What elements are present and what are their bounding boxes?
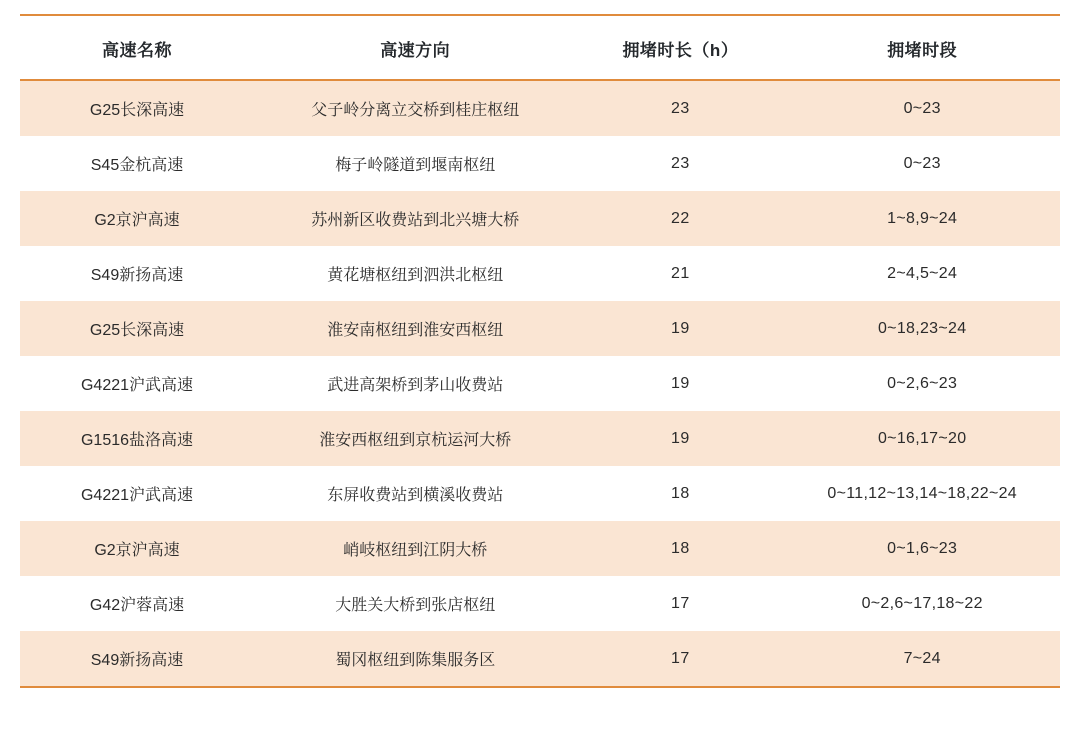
cell-highway-name: S45金杭高速 <box>20 136 254 191</box>
table-row <box>20 356 1060 411</box>
cell-congestion-duration: 18 <box>576 521 784 576</box>
cell-highway-name: G4221沪武高速 <box>20 466 254 521</box>
cell-highway-direction: 梅子岭隧道到堰南枢纽 <box>254 136 576 191</box>
cell-highway-direction: 淮安西枢纽到京杭运河大桥 <box>254 411 576 466</box>
cell-congestion-duration: 21 <box>576 246 784 301</box>
cell-highway-name: S49新扬高速 <box>20 246 254 301</box>
cell-highway-name: G2京沪高速 <box>20 191 254 246</box>
cell-highway-name: G25长深高速 <box>20 80 254 136</box>
cell-highway-name: G42沪蓉高速 <box>20 576 254 631</box>
cell-congestion-period: 1~8,9~24 <box>784 191 1060 246</box>
cell-highway-direction: 淮安南枢纽到淮安西枢纽 <box>254 301 576 356</box>
cell-congestion-period: 0~18,23~24 <box>784 301 1060 356</box>
cell-highway-name: G2京沪高速 <box>20 521 254 576</box>
table-body <box>20 80 1060 687</box>
congestion-table-container <box>20 0 1060 688</box>
cell-congestion-period: 0~2,6~17,18~22 <box>784 576 1060 631</box>
cell-congestion-period: 0~23 <box>784 80 1060 136</box>
table-row <box>20 301 1060 356</box>
cell-congestion-duration: 19 <box>576 411 784 466</box>
cell-highway-name: G4221沪武高速 <box>20 356 254 411</box>
table-row <box>20 576 1060 631</box>
column-header-congestion-duration: 拥堵时长（h） <box>576 15 784 80</box>
cell-congestion-duration: 22 <box>576 191 784 246</box>
cell-highway-direction: 父子岭分离立交桥到桂庄枢纽 <box>254 80 576 136</box>
cell-congestion-duration: 19 <box>576 301 784 356</box>
congestion-table <box>20 14 1060 688</box>
cell-highway-name: S49新扬高速 <box>20 631 254 687</box>
cell-congestion-duration: 17 <box>576 576 784 631</box>
cell-highway-direction: 苏州新区收费站到北兴塘大桥 <box>254 191 576 246</box>
table-row <box>20 466 1060 521</box>
cell-congestion-period: 2~4,5~24 <box>784 246 1060 301</box>
cell-highway-direction: 武进高架桥到茅山收费站 <box>254 356 576 411</box>
table-row <box>20 191 1060 246</box>
cell-congestion-period: 0~23 <box>784 136 1060 191</box>
cell-congestion-period: 0~2,6~23 <box>784 356 1060 411</box>
cell-congestion-duration: 23 <box>576 80 784 136</box>
column-header-highway-direction: 高速方向 <box>254 15 576 80</box>
cell-highway-name: G1516盐洛高速 <box>20 411 254 466</box>
cell-congestion-period: 7~24 <box>784 631 1060 687</box>
cell-congestion-period: 0~1,6~23 <box>784 521 1060 576</box>
table-row <box>20 136 1060 191</box>
cell-highway-direction: 大胜关大桥到张店枢纽 <box>254 576 576 631</box>
table-row <box>20 411 1060 466</box>
table-header <box>20 15 1060 80</box>
column-header-highway-name: 高速名称 <box>20 15 254 80</box>
cell-congestion-duration: 17 <box>576 631 784 687</box>
cell-highway-name: G25长深高速 <box>20 301 254 356</box>
cell-highway-direction: 东屏收费站到横溪收费站 <box>254 466 576 521</box>
cell-highway-direction: 黄花塘枢纽到泗洪北枢纽 <box>254 246 576 301</box>
table-header-row <box>20 15 1060 80</box>
table-row <box>20 246 1060 301</box>
cell-congestion-period: 0~11,12~13,14~18,22~24 <box>784 466 1060 521</box>
cell-highway-direction: 峭岐枢纽到江阴大桥 <box>254 521 576 576</box>
cell-highway-direction: 蜀冈枢纽到陈集服务区 <box>254 631 576 687</box>
cell-congestion-duration: 23 <box>576 136 784 191</box>
column-header-congestion-period: 拥堵时段 <box>784 15 1060 80</box>
table-row <box>20 521 1060 576</box>
table-row <box>20 631 1060 687</box>
table-row <box>20 80 1060 136</box>
cell-congestion-duration: 18 <box>576 466 784 521</box>
cell-congestion-duration: 19 <box>576 356 784 411</box>
cell-congestion-period: 0~16,17~20 <box>784 411 1060 466</box>
